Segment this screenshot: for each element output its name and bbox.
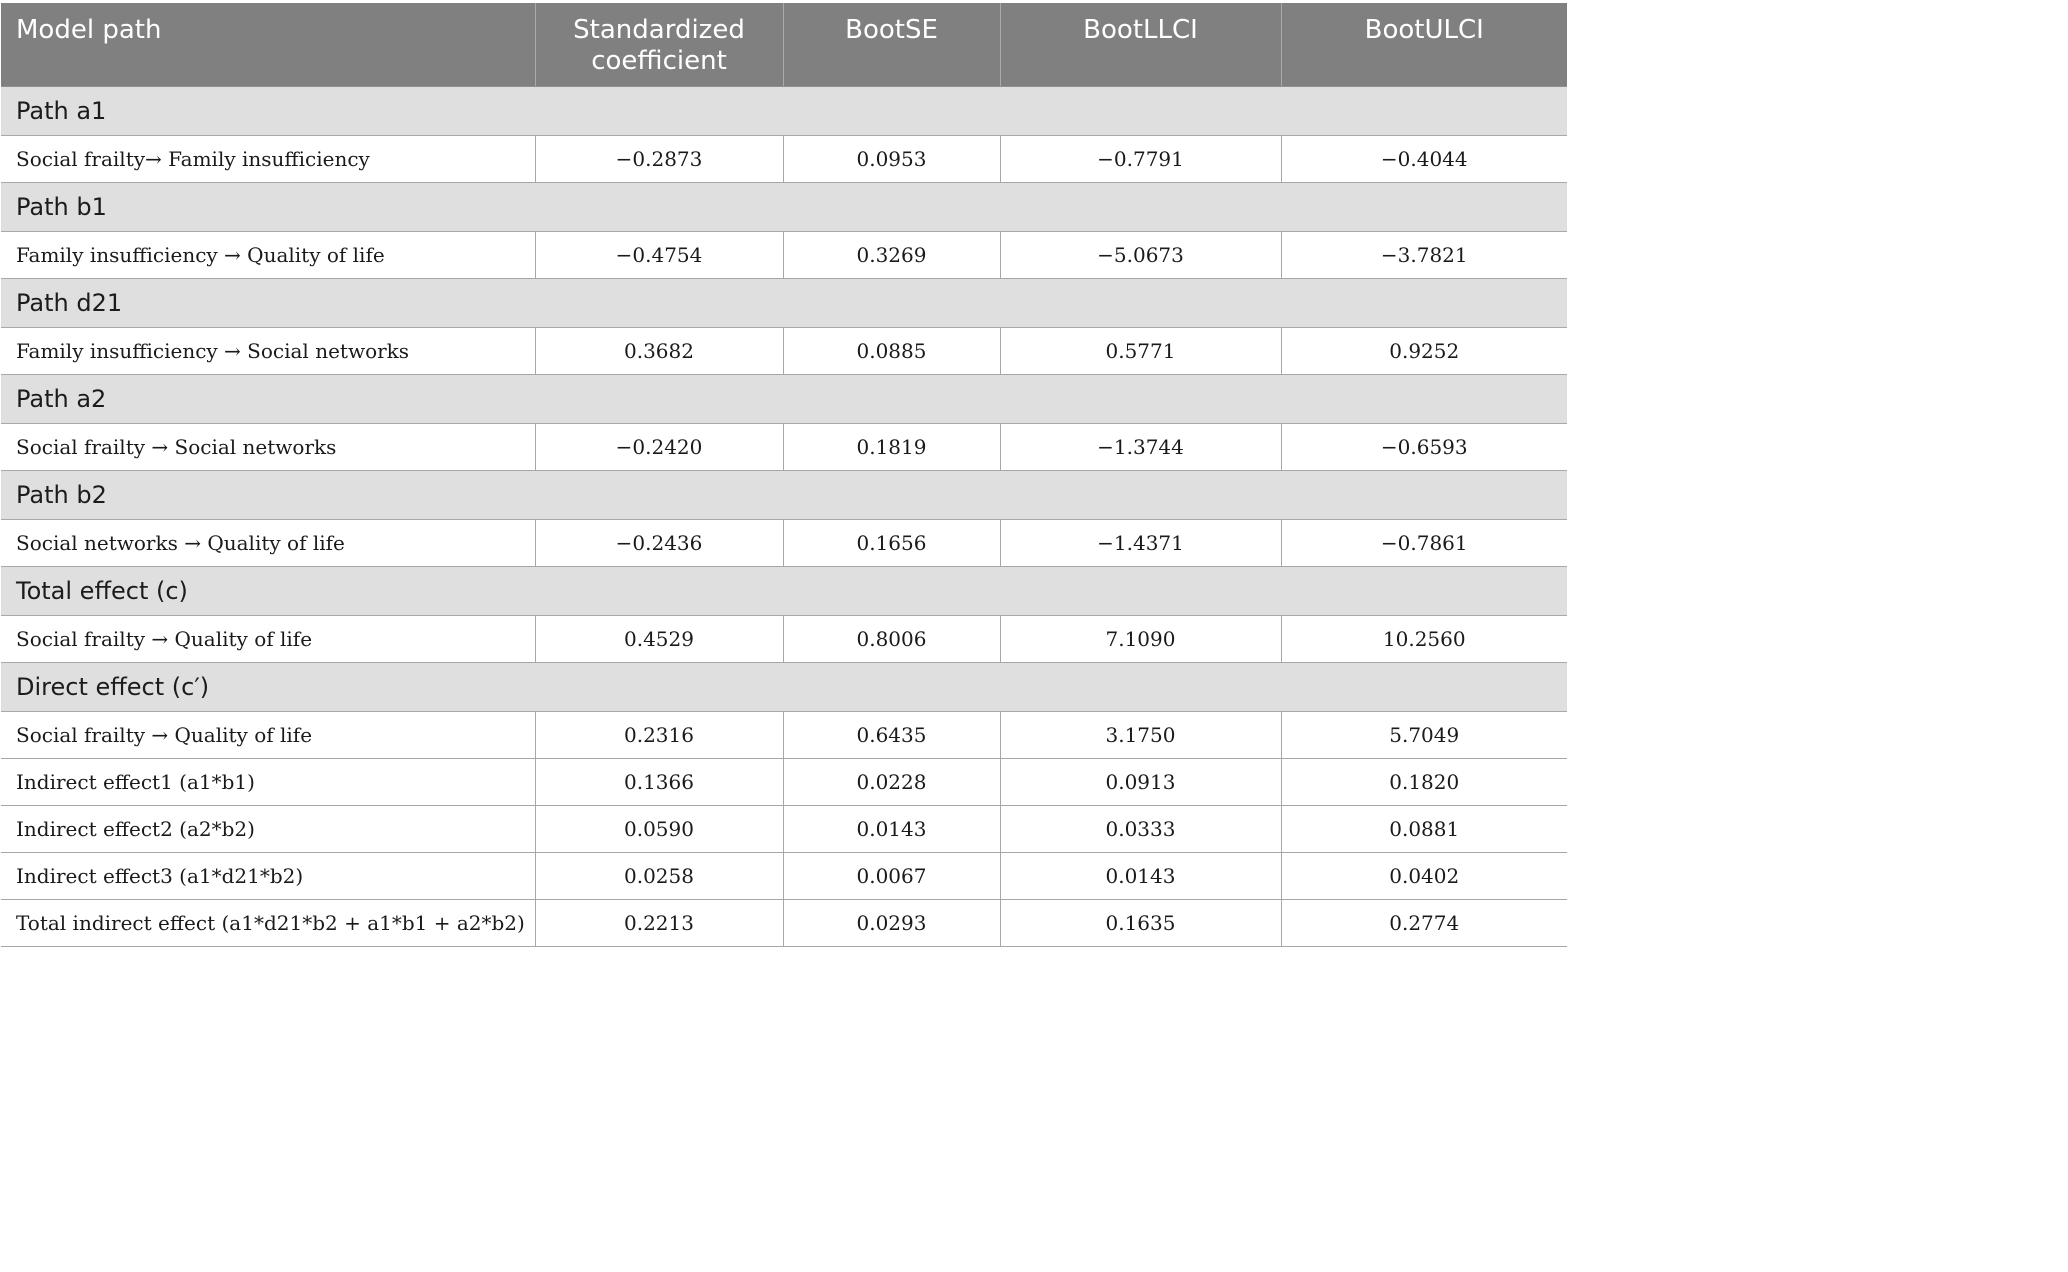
cell-bootllci: −1.4371 [1000, 519, 1281, 566]
section-title: Path b2 [1, 470, 1567, 519]
table-row [1, 231, 1567, 278]
header-row [1, 3, 1567, 86]
header-model-path: Model path [1, 3, 535, 86]
row-label: Social frailty → Quality of life [1, 711, 535, 758]
cell-bootse: 0.3269 [783, 231, 1000, 278]
section-title: Path b1 [1, 182, 1567, 231]
cell-bootulci: −0.7861 [1281, 519, 1567, 566]
section-title: Total effect (c) [1, 566, 1567, 615]
cell-standardized-coefficient: 0.0590 [535, 805, 783, 852]
cell-bootse: 0.1819 [783, 423, 1000, 470]
row-label: Indirect effect2 (a2*b2) [1, 805, 535, 852]
header-bootse: BootSE [783, 3, 1000, 86]
cell-bootllci: 0.1635 [1000, 899, 1281, 946]
table-header [1, 3, 1567, 86]
cell-bootse: 0.0067 [783, 852, 1000, 899]
table-row [1, 519, 1567, 566]
section-title: Path d21 [1, 278, 1567, 327]
cell-bootulci: 0.2774 [1281, 899, 1567, 946]
cell-bootulci: 0.1820 [1281, 758, 1567, 805]
header-standardized-coefficient: Standardized coefficient [535, 3, 783, 86]
cell-bootse: 0.1656 [783, 519, 1000, 566]
row-label: Indirect effect3 (a1*d21*b2) [1, 852, 535, 899]
table-row [1, 423, 1567, 470]
row-label: Social frailty → Social networks [1, 423, 535, 470]
cell-bootllci: −0.7791 [1000, 135, 1281, 182]
cell-bootse: 0.0293 [783, 899, 1000, 946]
section-title: Path a1 [1, 86, 1567, 135]
header-bootllci: BootLLCI [1000, 3, 1281, 86]
cell-bootse: 0.0953 [783, 135, 1000, 182]
table-row [1, 711, 1567, 758]
cell-standardized-coefficient: 0.2213 [535, 899, 783, 946]
row-label: Total indirect effect (a1*d21*b2 + a1*b1 + a2*b2) [1, 899, 535, 946]
cell-standardized-coefficient: −0.2436 [535, 519, 783, 566]
row-label: Social frailty→ Family insufficiency [1, 135, 535, 182]
row-label: Family insufficiency → Quality of life [1, 231, 535, 278]
cell-bootse: 0.0143 [783, 805, 1000, 852]
table-row [1, 852, 1567, 899]
cell-bootllci: 0.0333 [1000, 805, 1281, 852]
cell-standardized-coefficient: −0.2873 [535, 135, 783, 182]
section-header-row [1, 470, 1567, 519]
cell-bootulci: 0.0402 [1281, 852, 1567, 899]
cell-bootllci: −1.3744 [1000, 423, 1281, 470]
cell-bootulci: 0.0881 [1281, 805, 1567, 852]
cell-standardized-coefficient: 0.1366 [535, 758, 783, 805]
cell-bootulci: 10.2560 [1281, 615, 1567, 662]
cell-bootse: 0.0885 [783, 327, 1000, 374]
section-title: Path a2 [1, 374, 1567, 423]
cell-bootse: 0.0228 [783, 758, 1000, 805]
row-label: Social networks → Quality of life [1, 519, 535, 566]
section-header-row [1, 662, 1567, 711]
section-header-row [1, 278, 1567, 327]
table-body [1, 86, 1567, 946]
cell-standardized-coefficient: −0.2420 [535, 423, 783, 470]
cell-standardized-coefficient: 0.2316 [535, 711, 783, 758]
cell-standardized-coefficient: −0.4754 [535, 231, 783, 278]
header-bootulci: BootULCI [1281, 3, 1567, 86]
section-header-row [1, 182, 1567, 231]
cell-bootllci: 0.5771 [1000, 327, 1281, 374]
cell-bootulci: −0.6593 [1281, 423, 1567, 470]
cell-bootulci: 5.7049 [1281, 711, 1567, 758]
cell-bootllci: 3.1750 [1000, 711, 1281, 758]
row-label: Social frailty → Quality of life [1, 615, 535, 662]
table-row [1, 327, 1567, 374]
cell-bootse: 0.6435 [783, 711, 1000, 758]
mediation-results-table [1, 3, 1567, 947]
section-header-row [1, 374, 1567, 423]
cell-bootllci: 7.1090 [1000, 615, 1281, 662]
section-title: Direct effect (c′) [1, 662, 1567, 711]
cell-bootse: 0.8006 [783, 615, 1000, 662]
table-row [1, 899, 1567, 946]
table-row [1, 135, 1567, 182]
cell-bootulci: −0.4044 [1281, 135, 1567, 182]
cell-standardized-coefficient: 0.3682 [535, 327, 783, 374]
cell-standardized-coefficient: 0.4529 [535, 615, 783, 662]
row-label: Family insufficiency → Social networks [1, 327, 535, 374]
row-label: Indirect effect1 (a1*b1) [1, 758, 535, 805]
section-header-row [1, 86, 1567, 135]
table-row [1, 615, 1567, 662]
table-row [1, 758, 1567, 805]
cell-bootllci: −5.0673 [1000, 231, 1281, 278]
cell-bootllci: 0.0143 [1000, 852, 1281, 899]
section-header-row [1, 566, 1567, 615]
cell-bootulci: −3.7821 [1281, 231, 1567, 278]
cell-standardized-coefficient: 0.0258 [535, 852, 783, 899]
cell-bootllci: 0.0913 [1000, 758, 1281, 805]
cell-bootulci: 0.9252 [1281, 327, 1567, 374]
table-row [1, 805, 1567, 852]
